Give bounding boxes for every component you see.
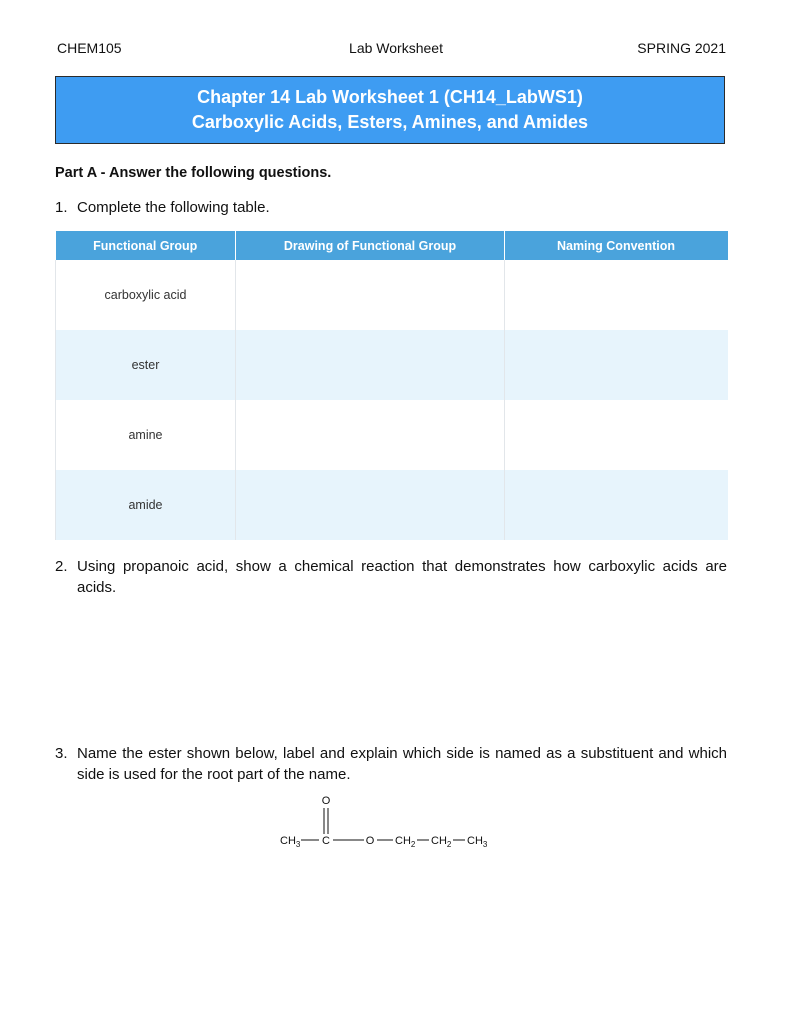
- methyl-group: $CH_3$: [467, 835, 488, 849]
- drawing-cell[interactable]: [236, 260, 505, 330]
- ester-structure: [270, 790, 520, 860]
- functional-group-cell: ester: [56, 330, 236, 400]
- methylene-group: $CH_2$: [431, 835, 452, 849]
- carbonyl-carbon: C: [322, 835, 330, 847]
- question-number: 2.: [55, 558, 68, 575]
- question-number: 1.: [55, 199, 68, 216]
- question-text: Using propanoic acid, show a chemical reaction that demonstrates how carboxylic acids are acids.: [77, 558, 727, 596]
- title-banner: [55, 76, 725, 144]
- naming-cell[interactable]: [505, 260, 728, 330]
- title-line-2: Carboxylic Acids, Esters, Amines, and Amides: [191, 112, 589, 132]
- methyl-group: $CH_3$: [280, 835, 301, 849]
- question-1: [55, 197, 727, 218]
- question-3: [55, 743, 727, 785]
- document-type: Lab Worksheet: [349, 40, 443, 56]
- table-row: [56, 400, 728, 470]
- term-label: SPRING 2021: [637, 40, 726, 56]
- question-2: [55, 556, 727, 598]
- table-row: [56, 470, 728, 540]
- table-row: [56, 260, 728, 330]
- table-header-row: [56, 231, 728, 260]
- functional-group-cell: carboxylic acid: [56, 260, 236, 330]
- drawing-cell[interactable]: [236, 470, 505, 540]
- drawing-cell[interactable]: [236, 400, 505, 470]
- functional-group-cell: amine: [56, 400, 236, 470]
- part-a-heading: Part A - Answer the following questions.: [55, 165, 332, 181]
- table-row: [56, 330, 728, 400]
- question-text: Name the ester shown below, label and explain which side is named as a substituent and which side is used for the root part of the name.: [77, 745, 727, 783]
- naming-cell[interactable]: [505, 330, 728, 400]
- carbonyl-oxygen: O: [321, 795, 331, 807]
- functional-group-cell: amide: [56, 470, 236, 540]
- column-header: Functional Group: [56, 231, 236, 260]
- course-code: CHEM105: [57, 40, 122, 56]
- column-header: Drawing of Functional Group: [236, 231, 505, 260]
- drawing-cell[interactable]: [236, 330, 505, 400]
- functional-group-table: [55, 231, 728, 540]
- ester-oxygen: O: [365, 835, 375, 847]
- question-number: 3.: [55, 745, 68, 762]
- naming-cell[interactable]: [505, 470, 728, 540]
- naming-cell[interactable]: [505, 400, 728, 470]
- title-line-1: Chapter 14 Lab Worksheet 1 (CH14_LabWS1): [197, 87, 583, 107]
- column-header: Naming Convention: [505, 231, 728, 260]
- methylene-group: $CH_2$: [395, 835, 416, 849]
- question-text: Complete the following table.: [77, 199, 270, 216]
